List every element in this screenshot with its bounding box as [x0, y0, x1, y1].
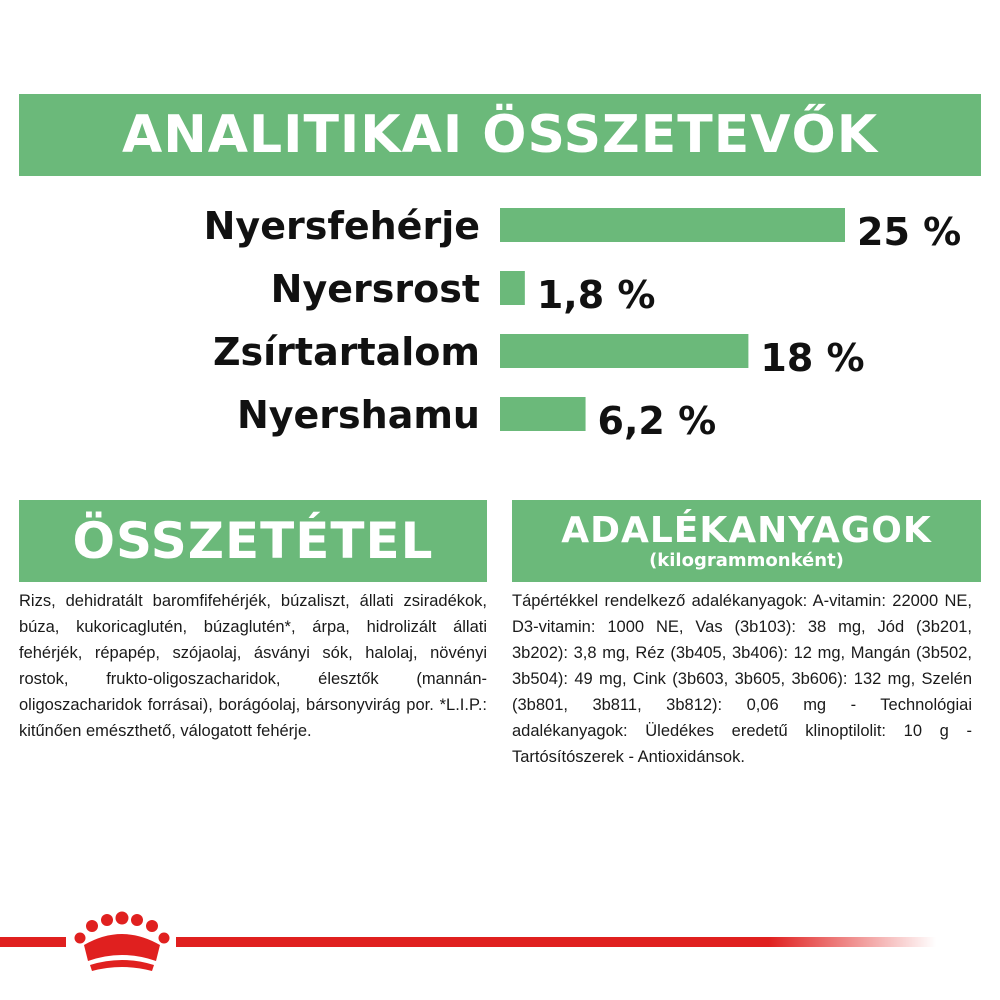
bar-0 — [500, 208, 845, 242]
value-label-0: 25 % — [857, 210, 962, 254]
analytical-bar-chart — [0, 190, 1000, 460]
additives-subtitle: (kilogrammonként) — [649, 550, 844, 571]
brand-stripe-right — [176, 937, 936, 947]
value-label-3: 6,2 % — [597, 399, 717, 443]
composition-title: ÖSSZETÉTEL — [72, 512, 434, 570]
page-title: ANALITIKAI ÖSSZETEVŐK — [121, 105, 879, 165]
brand-stripe-left — [0, 937, 66, 947]
category-label-3: Nyershamu — [236, 393, 480, 437]
bar-1 — [500, 271, 525, 305]
header-banner — [19, 94, 981, 176]
category-label-2: Zsírtartalom — [212, 330, 480, 374]
additives-title: ADALÉKANYAGOK — [561, 510, 932, 551]
bar-2 — [500, 334, 748, 368]
additives-header — [512, 500, 981, 582]
bar-3 — [500, 397, 586, 431]
category-label-1: Nyersrost — [270, 267, 480, 311]
category-label-0: Nyersfehérje — [203, 204, 480, 248]
footer-brand — [0, 905, 1000, 975]
composition-text: Rizs, dehidratált baromfifehérjék, búzaliszt, állati zsiradékok, búza, kukoricaglutén, búzaglutén*, árpa, hidrolizált állati fehérjék, répapép, szójaolaj, ásványi sók, halolaj, növényi rostok, frukto-oligoszacharidok, élesztők (mannán-oligoszacharidok forrásai), borágóolaj, bársonyvirág por. *L.I.P.: kitűnően emészthető, válogatott fehérje. — [19, 592, 487, 740]
composition-header — [19, 500, 487, 582]
value-label-2: 18 % — [760, 336, 865, 380]
value-label-1: 1,8 % — [536, 273, 656, 317]
crown-logo-icon — [75, 912, 170, 972]
additives-text: Tápértékkel rendelkező adalékanyagok: A-vitamin: 22000 NE, D3-vitamin: 1000 NE, Vas (3b103): 38 mg, Jód (3b201, 3b202): 3,8 mg, Réz (3b405, 3b406): 12 mg, Mangán (3b502, 3b504): 49 mg, Cink (3b603, 3b605, 3b606): 132 mg, Szelén (3b801, 3b811, 3b812): 0,06 mg - Technológiai adalékanyagok: Üledékes eredetű klinoptilolit: 10 g - Tartósítószerek - Antioxidánsok. — [512, 592, 972, 766]
